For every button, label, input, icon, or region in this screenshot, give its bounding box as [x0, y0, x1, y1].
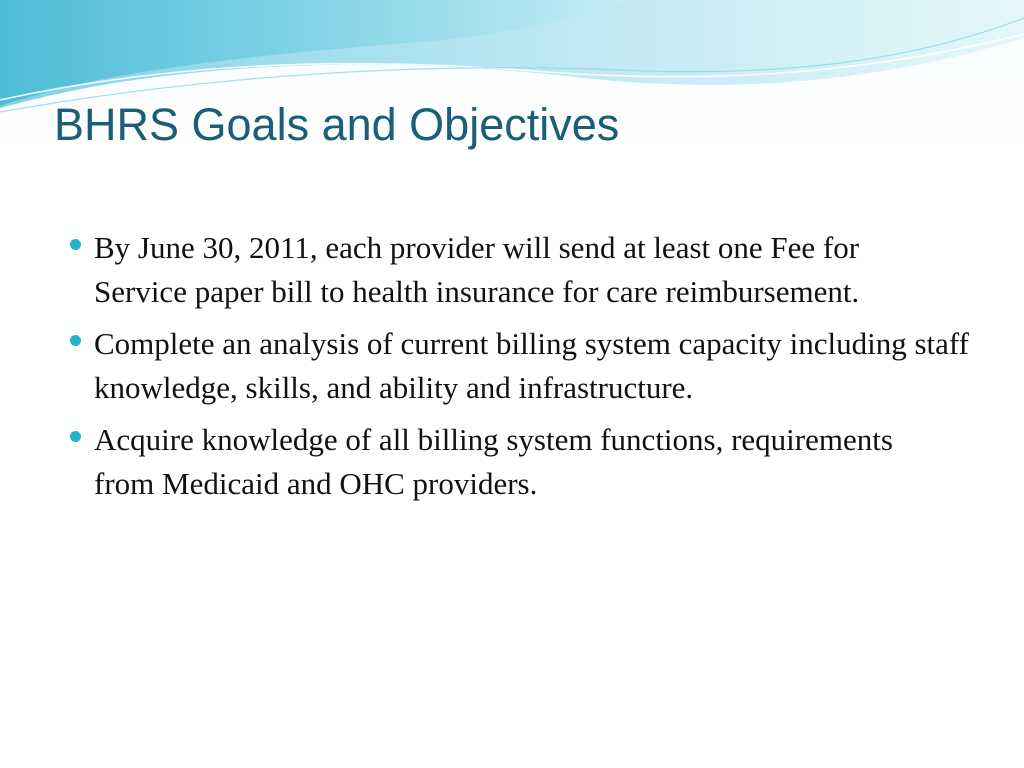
bullet-text: Complete an analysis of current billing system capacity including staff knowledge, skills, and ability and infrastructure. [94, 326, 969, 405]
bullet-dot-icon [70, 431, 81, 442]
bullet-list [70, 226, 970, 514]
bullet-text: Acquire knowledge of all billing system functions, requirements from Medicaid and OHC providers. [94, 422, 893, 501]
bullet-item [70, 418, 934, 506]
bullet-item [70, 322, 974, 410]
slide-title: BHRS Goals and Objectives [54, 99, 620, 150]
bullet-text: By June 30, 2011, each provider will send at least one Fee for Service paper bill to health insurance for care reimbursement. [94, 230, 860, 309]
bullet-item [70, 226, 934, 314]
bullet-dot-icon [70, 239, 81, 250]
bullet-dot-icon [70, 335, 81, 346]
